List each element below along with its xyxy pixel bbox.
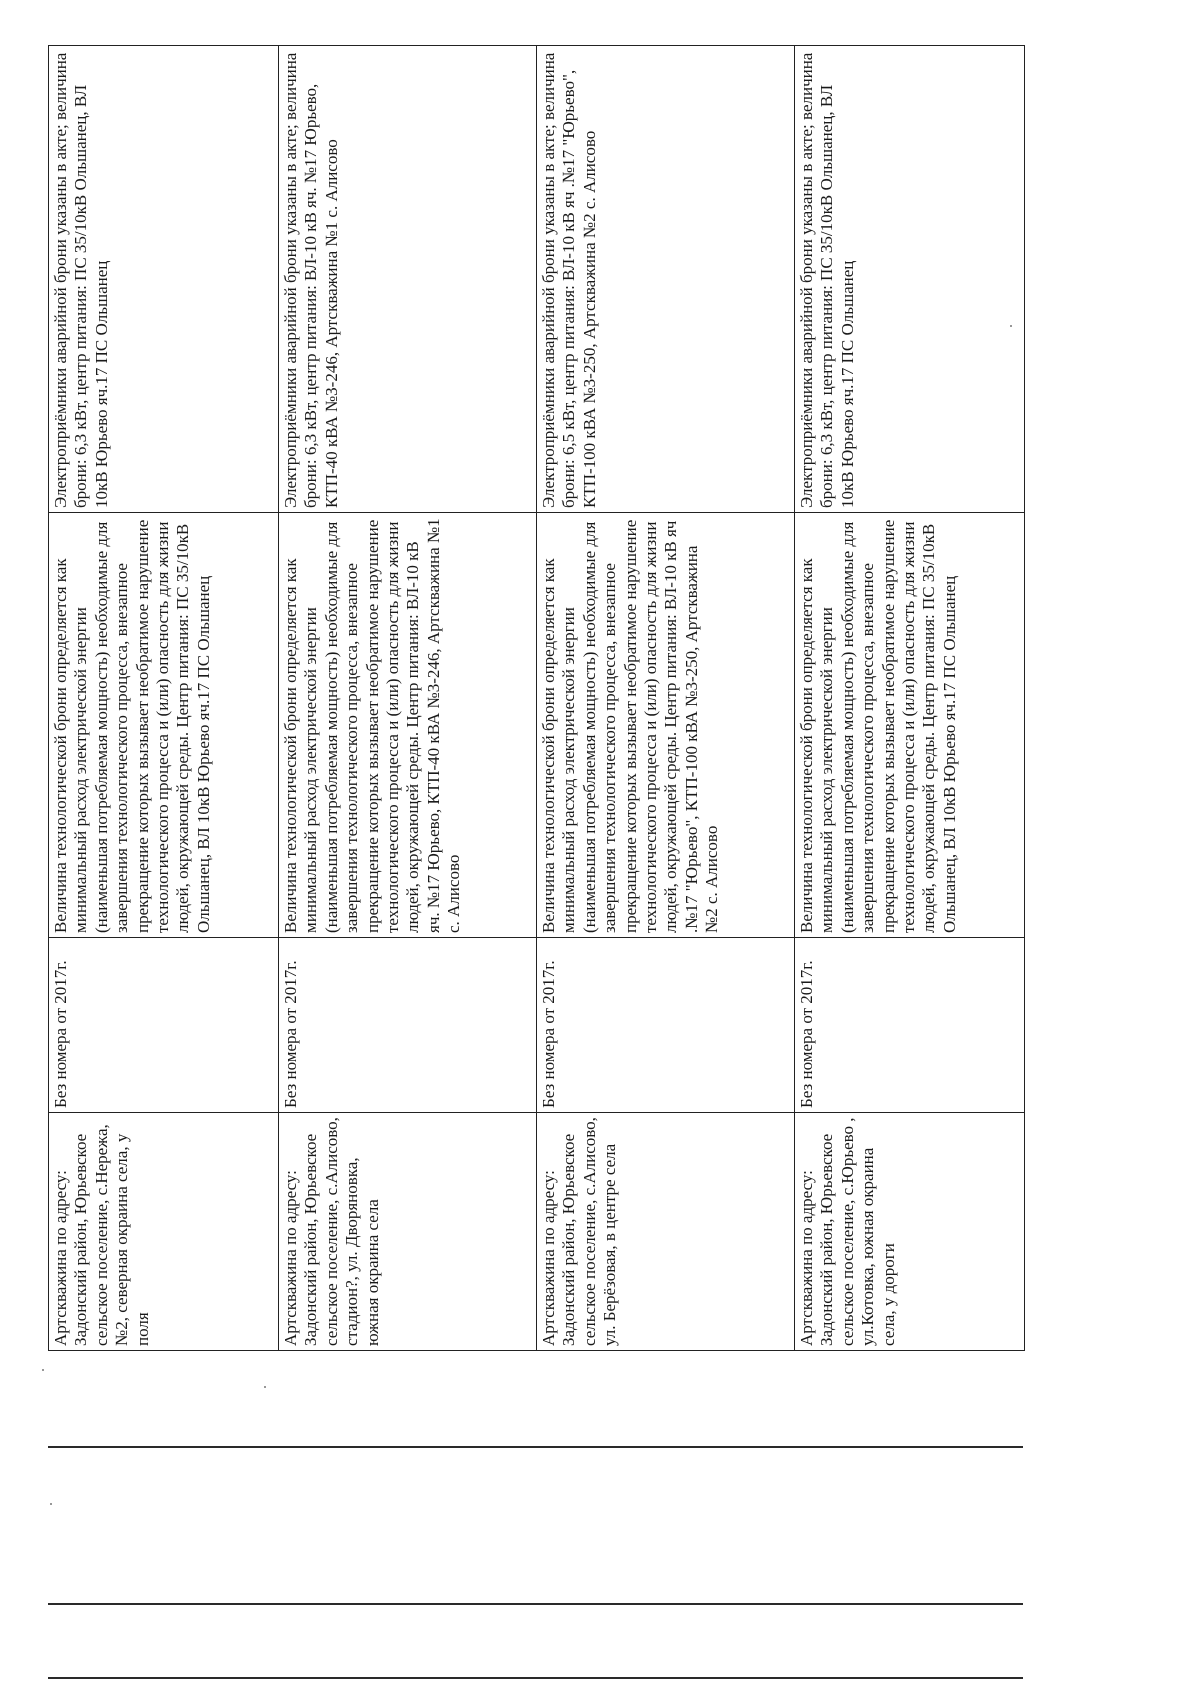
cell-act: Без номера от 2017г. (49, 938, 279, 1113)
cell-act: Без номера от 2017г. (279, 938, 537, 1113)
cell-emergency-reserve: Электроприёмники аварийной брони указаны в акте; величина брони: 6,5 кВт, центр питания: ВЛ-10 кВ яч .№17 "Юрьево", КТП-100 кВА №3-250, Артскважина №2 с. Алисово (536, 46, 794, 513)
cell-address: Артскважина по адресу: Задонский район, Юрьевское сельское поселение, с.Алисово, ул. Берёзовая, в центре села (536, 1113, 794, 1351)
cell-address: Артскважина по адресу: Задонский район, Юрьевское сельское поселение, с.Нережа,№2, северная окраина села, у поля (49, 1113, 279, 1351)
divider-line (48, 1677, 1023, 1679)
cell-address: Артскважина по адресу: Задонский район, Юрьевское сельское поселение, с.Алисово, стадион?, ул. Дворяновка, южная окраина села (279, 1113, 537, 1351)
table-row (279, 46, 537, 1351)
cell-tech-reserve: Величина технологической брони определяется как минимальный расход электрической энергии (наименьшая потребляемая мощность) необходимые для завершения технологического процесса, внезапное прекращение которых вызывает необратимое нарушение технологического процесса и (или) опасность для жизни людей, окружающей среды. Центр питания: ВЛ-10 кВ яч .№17 "Юрьево", КТП-100 кВА №3-250, Артскважина №2 с. Алисово (536, 513, 794, 938)
cell-act: Без номера от 2017г. (536, 938, 794, 1113)
scan-speck (1010, 325, 1012, 327)
scan-speck (50, 1503, 52, 1505)
cell-tech-reserve: Величина технологической брони определяется как минимальный расход электрической энергии (наименьшая потребляемая мощность) необходимые для завершения технологического процесса, внезапное прекращение которых вызывает необратимое нарушение технологического процесса и (или) опасность для жизни людей, окружающей среды. Центр питания: ВЛ-10 кВ яч. №17 Юрьево, КТП-40 кВА №3-246, Артскважина №1 с. Алисово (279, 513, 537, 938)
table-row (794, 46, 1024, 1351)
cell-emergency-reserve: Электроприёмники аварийной брони указаны в акте; величина брони: 6,3 кВт, центр питания: ПС 35/10кВ Ольшанец, ВЛ 10кВ Юрьево яч.17 ПС Ольшанец (49, 46, 279, 513)
cell-tech-reserve: Величина технологической брони определяется как минимальный расход электрической энергии (наименьшая потребляемая мощность) необходимые для завершения технологического процесса, внезапное прекращение которых вызывает необратимое нарушение технологического процесса и (или) опасность для жизни людей, окружающей среды. Центр питания: ПС 35/10кВ Ольшанец, ВЛ 10кВ Юрьево яч.17 ПС Ольшанец (49, 513, 279, 938)
scan-speck (42, 1369, 44, 1371)
scan-speck (264, 1386, 266, 1388)
cell-emergency-reserve: Электроприёмники аварийной брони указаны в акте; величина брони: 6,3 кВт, центр питания: ВЛ-10 кВ яч. №17 Юрьево, КТП-40 кВА №3-246, Артскважина №1 с. Алисово (279, 46, 537, 513)
divider-line (48, 1603, 1023, 1605)
cell-address: Артскважина по адресу: Задонский район, Юрьевское сельское поселение, с.Юрьево , ул.Котовка, южная окраина села, у дороги (794, 1113, 1024, 1351)
reserve-acts-table (48, 45, 1025, 1351)
cell-tech-reserve: Величина технологической брони определяется как минимальный расход электрической энергии (наименьшая потребляемая мощность) необходимые для завершения технологического процесса, внезапное прекращение которых вызывает необратимое нарушение технологического процесса и (или) опасность для жизни людей, окружающей среды. Центр питания: ПС 35/10кВ Ольшанец, ВЛ 10кВ Юрьево яч.17 ПС Ольшанец (794, 513, 1024, 938)
rotated-table-wrapper (48, 46, 1025, 1351)
table-row (536, 46, 794, 1351)
divider-line (48, 1446, 1023, 1448)
cell-emergency-reserve: Электроприёмники аварийной брони указаны в акте; величина брони: 6,3 кВт, центр питания: ПС 35/10кВ Ольшанец, ВЛ 10кВ Юрьево яч.17 ПС Ольшанец (794, 46, 1024, 513)
table-row (49, 46, 279, 1351)
cell-act: Без номера от 2017г. (794, 938, 1024, 1113)
